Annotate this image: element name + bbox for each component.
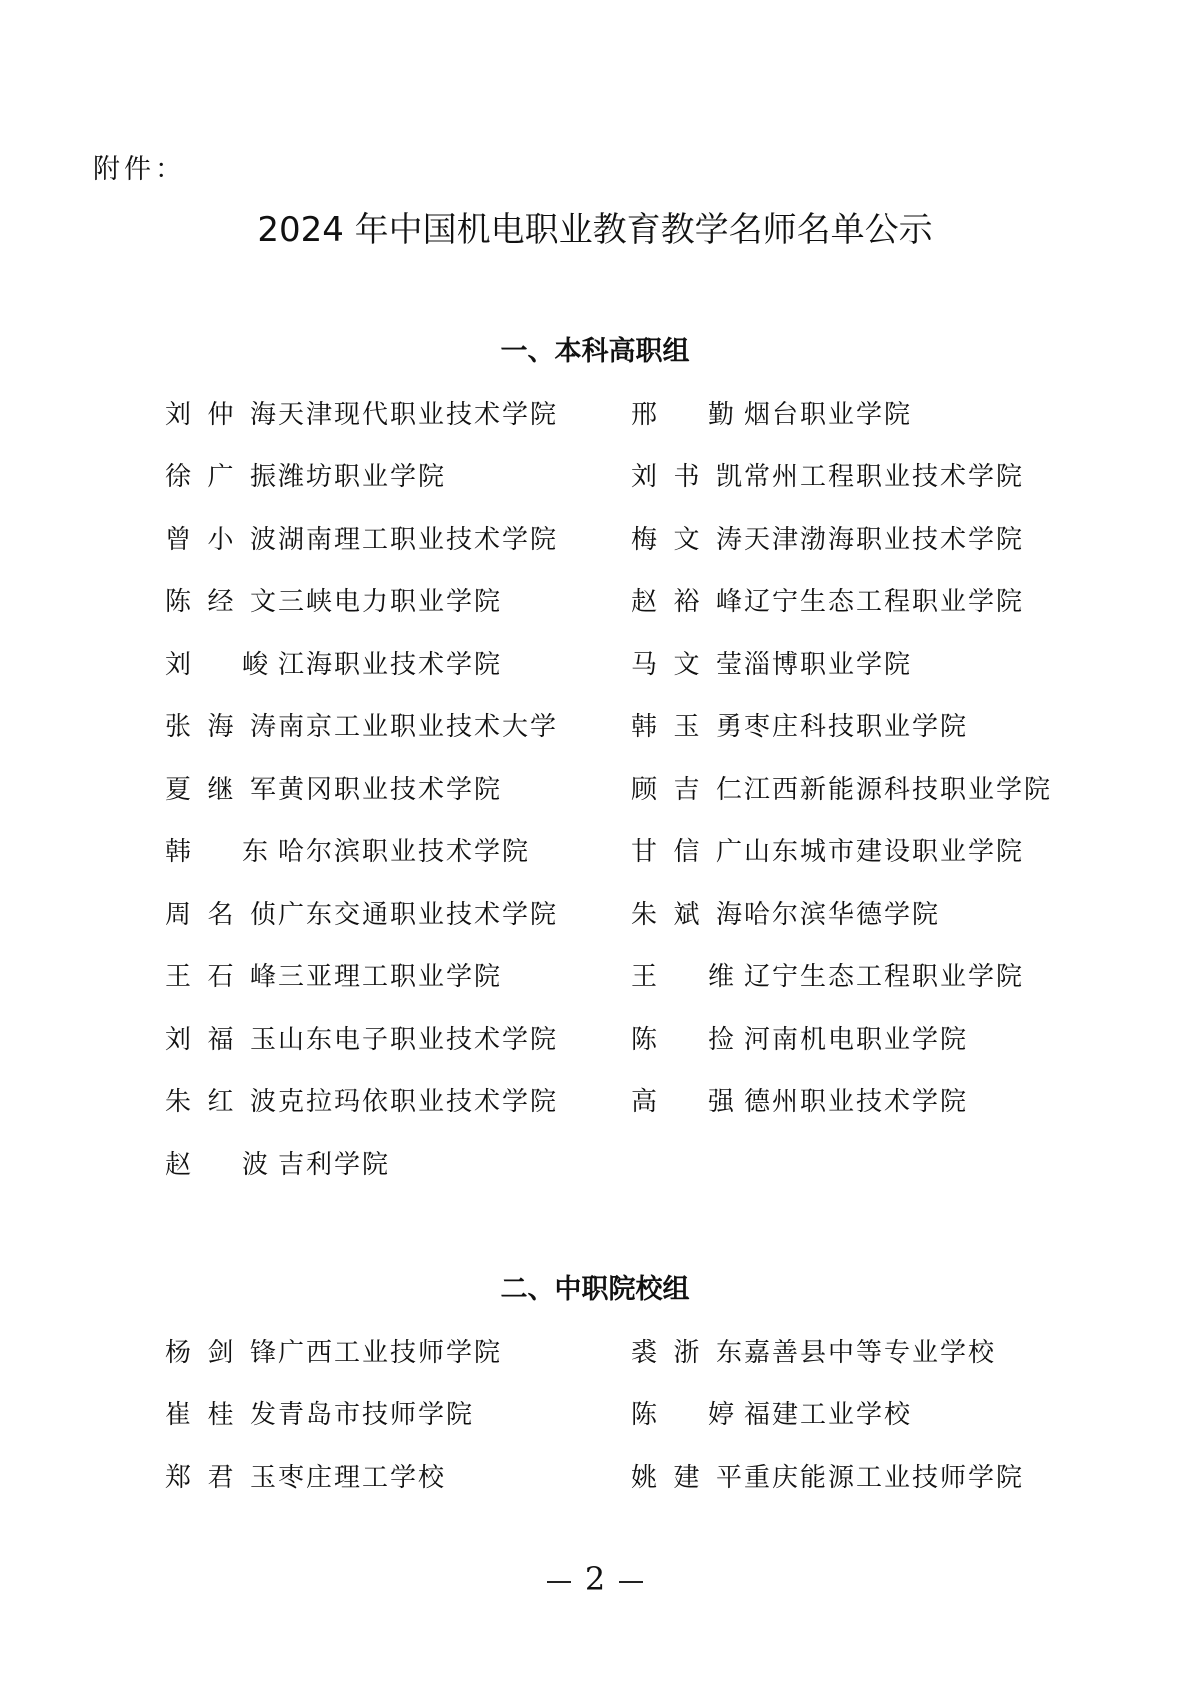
- entry-list-undergrad: [165, 392, 1097, 1205]
- school-name: 山东城市建设职业学院: [744, 837, 1025, 867]
- list-item: [165, 1080, 631, 1120]
- teacher-name: 郑君玉: [165, 1462, 278, 1493]
- school-name: 青岛市技师学院: [278, 1400, 475, 1430]
- teacher-name: 刘仲海: [165, 399, 278, 430]
- teacher-name: 刘书凯: [631, 462, 744, 492]
- school-name: 江西新能源科技职业学院: [744, 774, 1053, 805]
- list-item: [631, 1080, 1097, 1120]
- list-item: [631, 1455, 1097, 1495]
- school-name: 哈尔滨华德学院: [744, 899, 941, 930]
- school-name: 江海职业技术学院: [278, 649, 503, 680]
- teacher-name: 徐广振: [165, 462, 278, 492]
- teacher-name: 高 强: [631, 1087, 736, 1117]
- school-name: 常州工程职业技术学院: [744, 462, 1025, 492]
- list-item: [631, 955, 1097, 995]
- list-item: [631, 767, 1097, 807]
- list-item: [631, 392, 1097, 432]
- entry-list-secondary: [165, 1330, 1097, 1518]
- teacher-name: 朱斌海: [631, 899, 744, 930]
- list-item: [165, 955, 631, 995]
- list-item: [165, 1330, 631, 1370]
- teacher-name: 周名侦: [165, 899, 278, 930]
- school-name: 德州职业技术学院: [744, 1087, 969, 1117]
- section-heading-undergrad: 一、本科高职组: [500, 336, 690, 367]
- list-item: [631, 705, 1097, 745]
- school-name: 吉利学院: [278, 1149, 391, 1180]
- list-item: [165, 892, 631, 932]
- teacher-name: 朱红波: [165, 1087, 278, 1117]
- list-item: [631, 1017, 1097, 1057]
- school-name: 辽宁生态工程职业学院: [744, 962, 1025, 992]
- list-item: [165, 705, 631, 745]
- school-name: 天津现代职业技术学院: [278, 399, 559, 430]
- list-item: [631, 892, 1097, 932]
- school-name: 克拉玛依职业技术学院: [278, 1087, 559, 1117]
- document-title: 2024 年中国机电职业教育教学名师名单公示: [257, 210, 933, 250]
- teacher-name: 韩 东: [165, 837, 270, 867]
- teacher-name: 邢 勤: [631, 399, 736, 430]
- teacher-name: 甘信广: [631, 837, 744, 867]
- school-name: 南京工业职业技术大学: [278, 712, 559, 742]
- school-name: 广西工业技师学院: [278, 1337, 503, 1368]
- teacher-name: 赵 波: [165, 1149, 270, 1180]
- teacher-name: 夏继军: [165, 774, 278, 805]
- list-item: [165, 1017, 631, 1057]
- list-item: [165, 642, 631, 682]
- school-name: 辽宁生态工程职业学院: [744, 587, 1025, 617]
- teacher-name: 梅文涛: [631, 524, 744, 555]
- list-item: [165, 1455, 631, 1495]
- school-name: 潍坊职业学院: [278, 462, 447, 492]
- list-item: [165, 767, 631, 807]
- teacher-name: 陈 婷: [631, 1400, 736, 1430]
- school-name: 烟台职业学院: [744, 399, 913, 430]
- school-name: 重庆能源工业技师学院: [744, 1462, 1025, 1493]
- school-name: 广东交通职业技术学院: [278, 899, 559, 930]
- list-item: [631, 517, 1097, 557]
- teacher-name: 陈经文: [165, 587, 278, 617]
- school-name: 枣庄理工学校: [278, 1462, 447, 1493]
- school-name: 三峡电力职业学院: [278, 587, 503, 617]
- list-item: [165, 392, 631, 432]
- teacher-name: 杨剑锋: [165, 1337, 278, 1368]
- school-name: 哈尔滨职业技术学院: [278, 837, 531, 867]
- list-item: [165, 455, 631, 495]
- teacher-name: 韩玉勇: [631, 712, 744, 742]
- school-name: 嘉善县中等专业学校: [744, 1337, 997, 1368]
- list-item: [631, 1393, 1097, 1433]
- list-item: [631, 1330, 1097, 1370]
- teacher-name: 姚建平: [631, 1462, 744, 1493]
- attachment-label: 附件：: [93, 154, 186, 185]
- school-name: 湖南理工职业技术学院: [278, 524, 559, 555]
- school-name: 三亚理工职业学院: [278, 962, 503, 992]
- school-name: 天津渤海职业技术学院: [744, 524, 1025, 555]
- teacher-name: 赵裕峰: [631, 587, 744, 617]
- dash-left: [547, 1581, 571, 1583]
- teacher-name: 顾吉仁: [631, 774, 744, 805]
- teacher-name: 刘福玉: [165, 1024, 278, 1055]
- list-item: [631, 455, 1097, 495]
- list-item: [165, 580, 631, 620]
- list-item: [631, 580, 1097, 620]
- teacher-name: 马文莹: [631, 649, 744, 680]
- teacher-name: 陈 捡: [631, 1024, 736, 1055]
- school-name: 山东电子职业技术学院: [278, 1024, 559, 1055]
- teacher-name: 张海涛: [165, 712, 278, 742]
- list-item: [165, 830, 631, 870]
- teacher-name: 崔桂发: [165, 1400, 278, 1430]
- teacher-name: 王 维: [631, 962, 736, 992]
- list-item: [631, 830, 1097, 870]
- teacher-name: 裘浙东: [631, 1337, 744, 1368]
- school-name: 河南机电职业学院: [744, 1024, 969, 1055]
- school-name: 黄冈职业技术学院: [278, 774, 503, 805]
- page-number-footer: [0, 1557, 1190, 1601]
- teacher-name: 曾小波: [165, 524, 278, 555]
- school-name: 淄博职业学院: [744, 649, 913, 680]
- school-name: 枣庄科技职业学院: [744, 712, 969, 742]
- dash-right: [619, 1581, 643, 1583]
- list-item: [165, 1142, 631, 1182]
- teacher-name: 王石峰: [165, 962, 278, 992]
- teacher-name: 刘 峻: [165, 649, 270, 680]
- list-item: [165, 1393, 631, 1433]
- section-heading-secondary: 二、中职院校组: [500, 1274, 690, 1305]
- page-number: 2: [584, 1560, 606, 1598]
- list-item: [165, 517, 631, 557]
- list-item: [631, 642, 1097, 682]
- school-name: 福建工业学校: [744, 1400, 913, 1430]
